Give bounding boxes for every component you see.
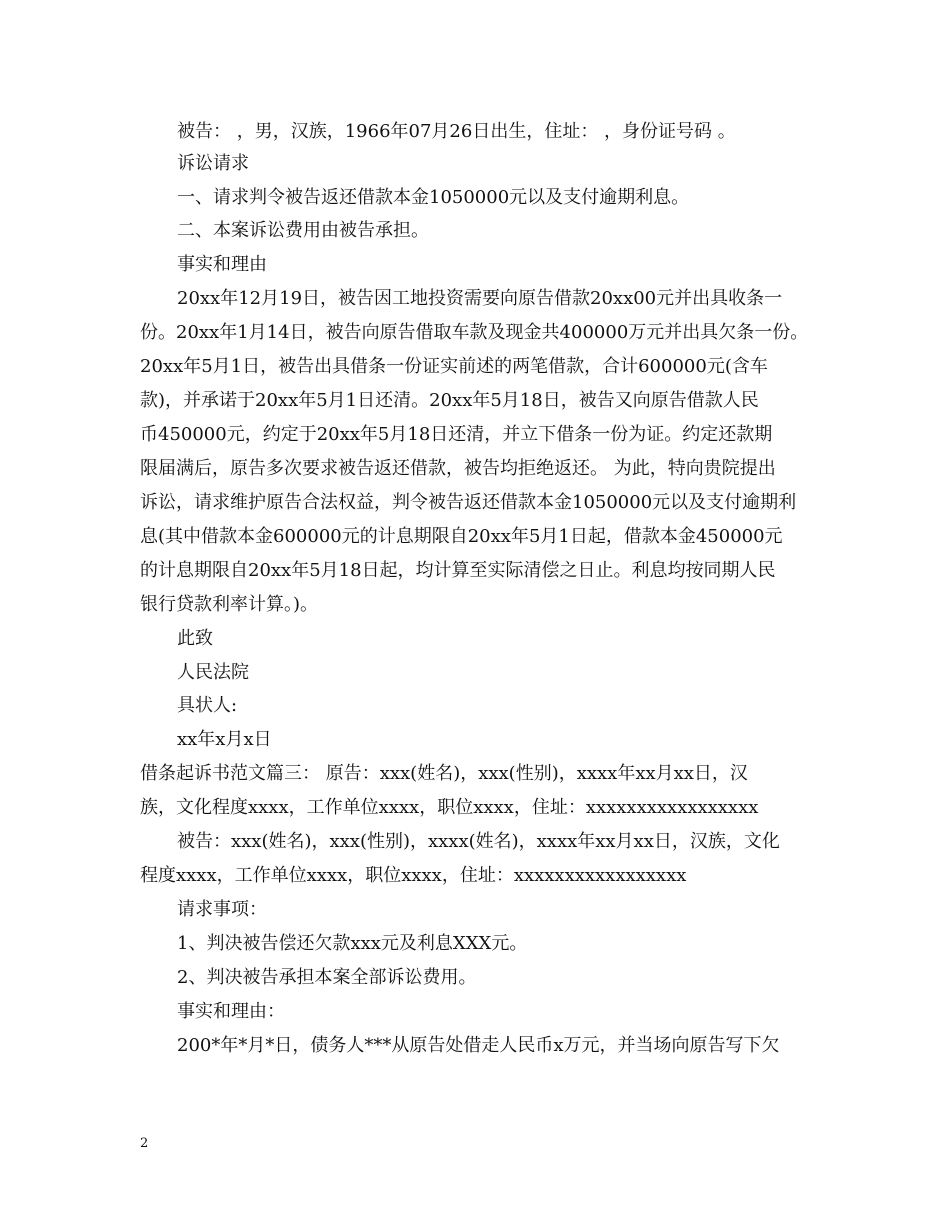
date-line: xx年x月x日 [177,729,272,750]
text-line: 族，文化程度xxxx，工作单位xxxx，职位xxxx，住址：xxxxxxxxxxxxxxxxx [140,797,759,818]
text-line: 被告：xxx(姓名)，xxx(性别)，xxxx(姓名)，xxxx年xx月xx日，汉族，文化 [177,831,780,852]
section-heading: 请求事项： [177,899,267,920]
text-line: 20xx年12月19日，被告因工地投资需要向原告借款20xx00元并出具收条一 [177,288,783,309]
text-line: 限届满后，原告多次要求被告返还借款，被告均拒绝返还。 为此，特向贵院提出 [140,458,776,479]
text-line: 币450000元，约定于20xx年5月18日还清，并立下借条一份为证。约定还款期 [140,424,773,445]
text-line: 200*年*月*日，债务人***从原告处借走人民币x万元，并当场向原告写下欠 [177,1035,780,1056]
text-line: 程度xxxx，工作单位xxxx，职位xxxx，住址：xxxxxxxxxxxxxxxxx [140,865,687,886]
text-line: 份。20xx年1月14日，被告向原告借取车款及现金共400000万元并出具欠条一份。 [140,322,809,343]
text-line: 借条起诉书范文篇三： 原告：xxx(姓名)，xxx(性别)，xxxx年xx月xx日，汉 [140,763,748,784]
text-line: 2、判决被告承担本案全部诉讼费用。 [177,967,477,988]
text-line: 银行贷款利率计算。)。 [140,594,319,615]
text-line: 1、判决被告偿还欠款xxx元及利息XXX元。 [177,933,528,954]
section-heading: 事实和理由 [177,254,267,275]
court-line: 人民法院 [177,662,249,683]
section-heading: 诉讼请求 [177,153,249,174]
text-line: 20xx年5月1日，被告出具借条一份证实前述的两笔借款，合计600000元(含车 [140,356,768,377]
text-line: 诉讼，请求维护原告合法权益，判令被告返还借款本金1050000元以及支付逾期利 [140,492,797,513]
text-line: 的计息期限自20xx年5月18日起，均计算至实际清偿之日止。利息均按同期人民 [140,560,776,581]
text-line: 被告： ，男，汉族，1966年07月26日出生，住址： ，身份证号码 。 [177,121,736,142]
page-number: 2 [140,1136,149,1151]
text-line: 息(其中借款本金600000元的计息期限自20xx年5月1日起，借款本金450000元 [140,526,783,547]
text-line: 二、本案诉讼费用由被告承担。 [177,220,429,241]
signature-line: 具状人: [177,695,238,716]
text-line: 款)，并承诺于20xx年5月1日还清。20xx年5月18日，被告又向原告借款人民 [140,390,759,411]
closing-line: 此致 [177,628,213,649]
text-line: 一、请求判令被告返还借款本金1050000元以及支付逾期利息。 [177,187,690,208]
section-heading: 事实和理由： [177,1001,285,1022]
